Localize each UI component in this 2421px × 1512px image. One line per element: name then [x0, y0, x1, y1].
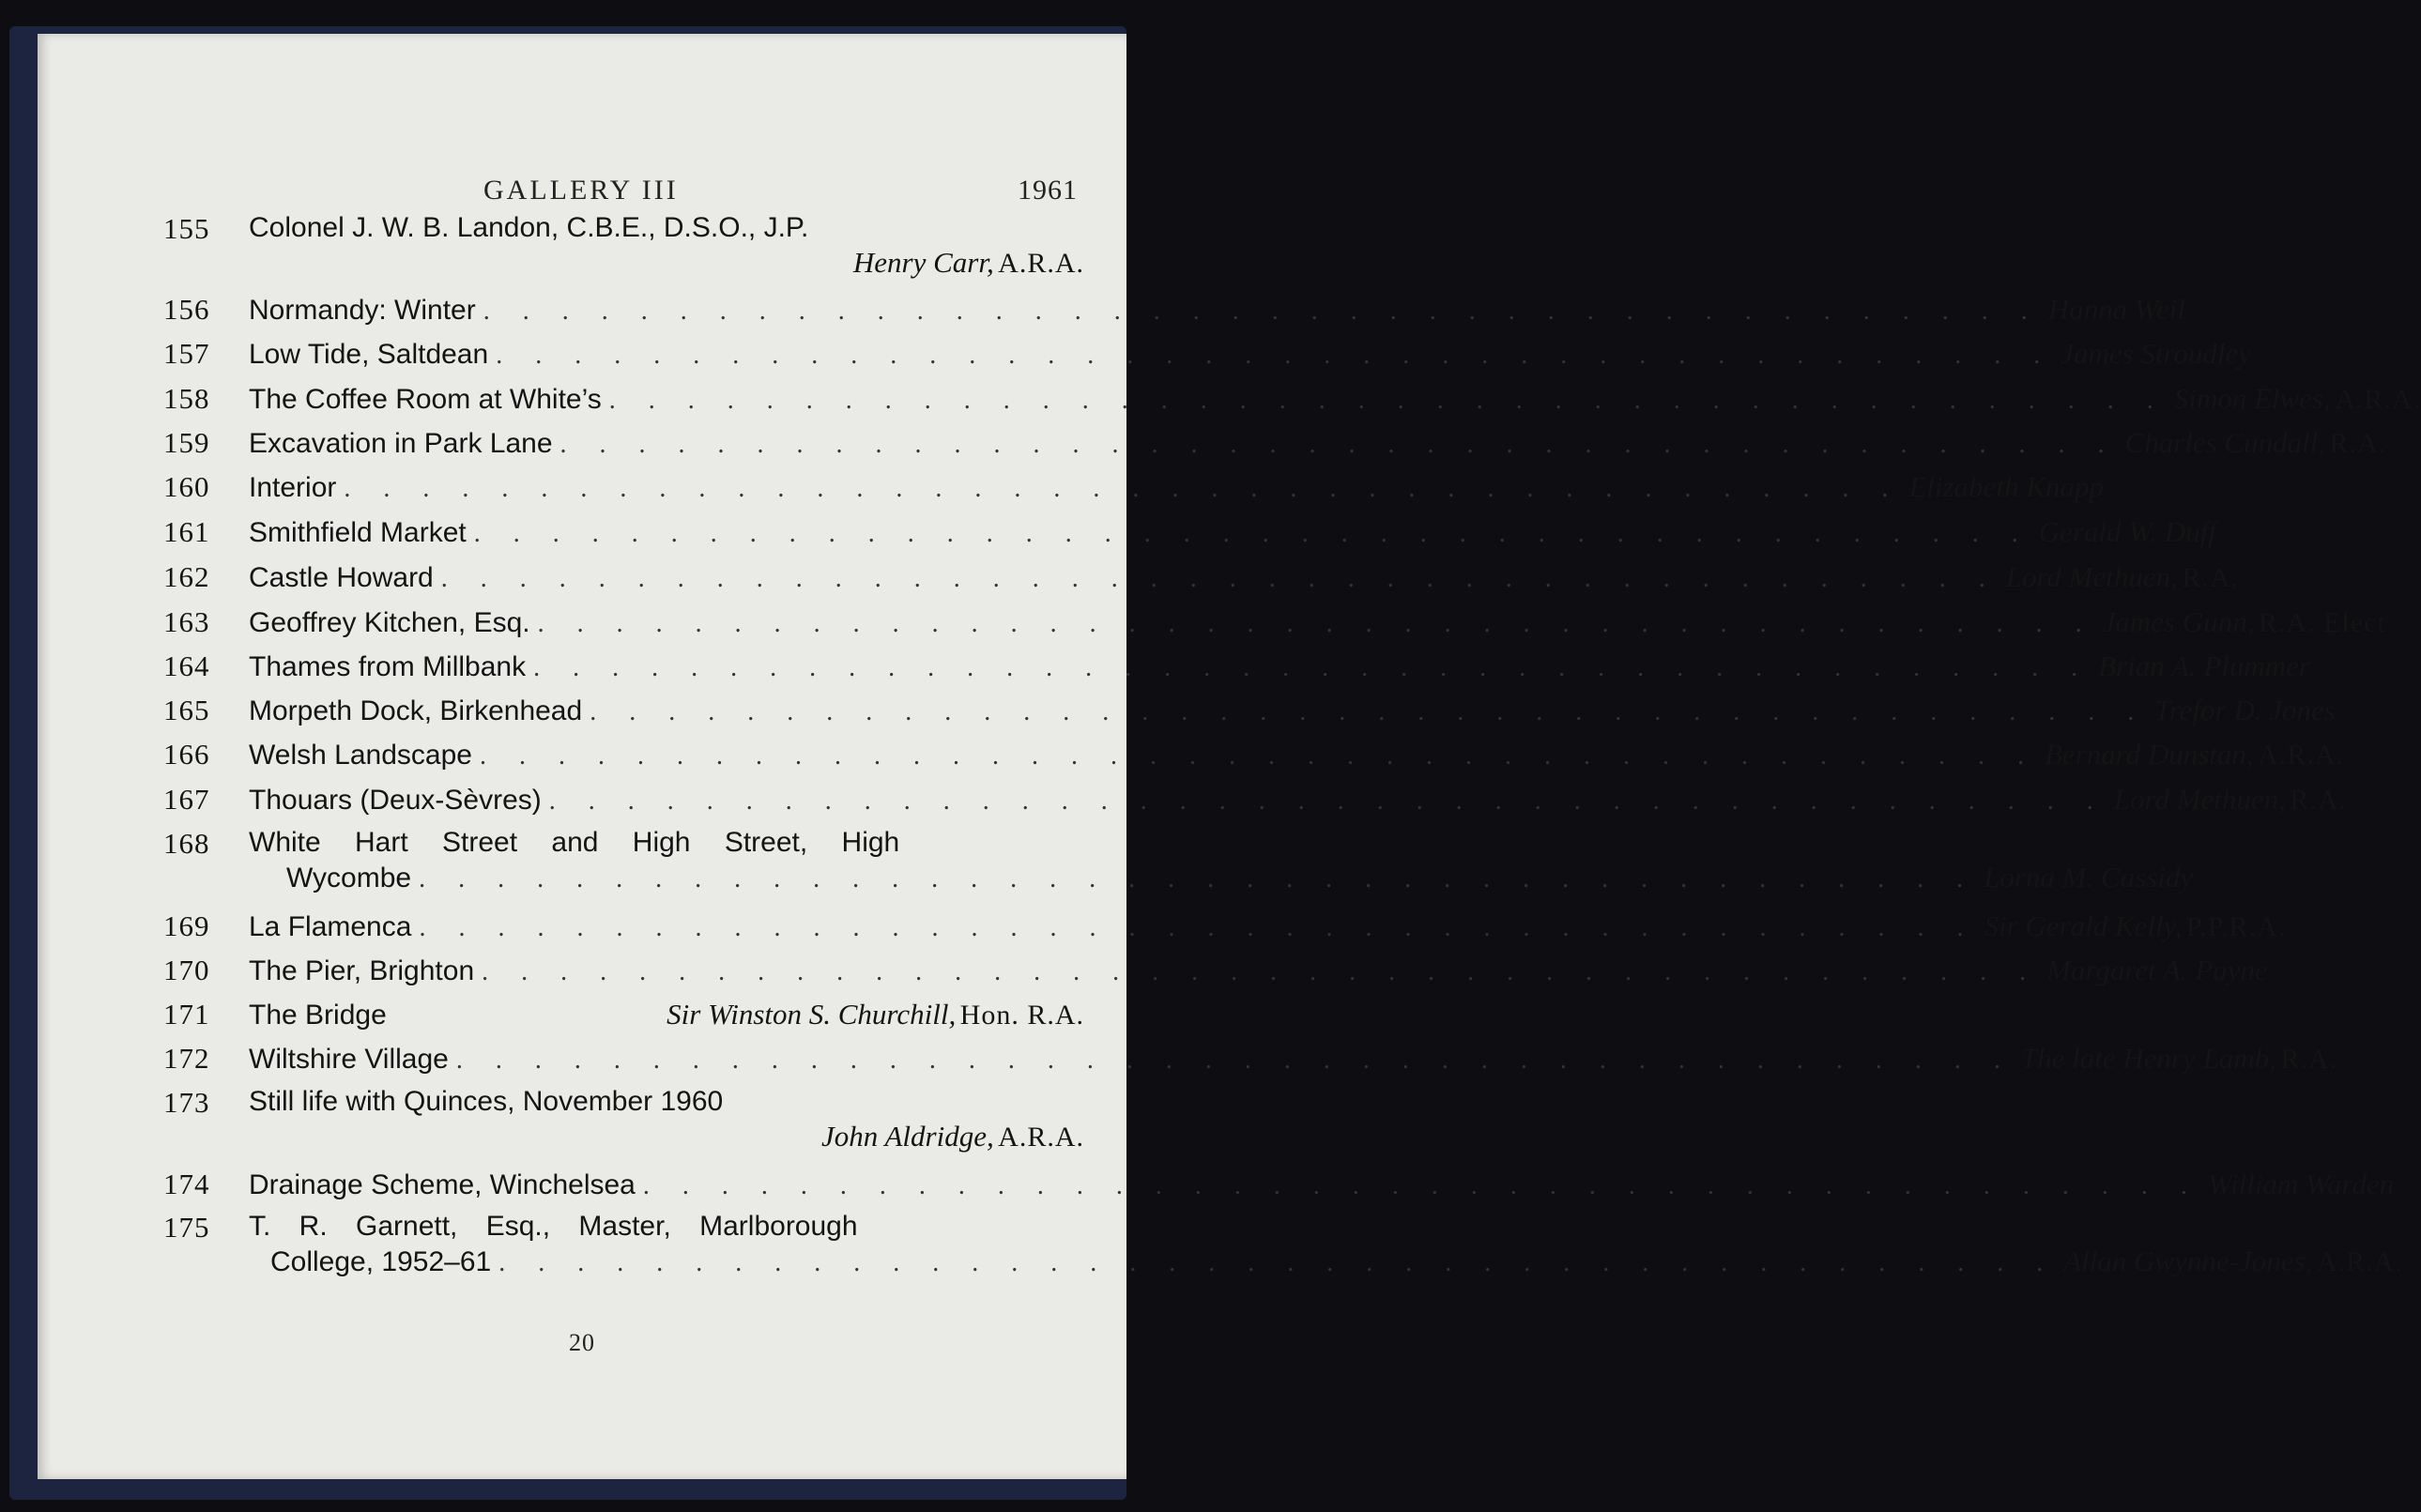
entry-honors: A.R.A.	[998, 248, 1084, 279]
entry-honors: A.R.A.	[2335, 384, 2421, 415]
leader-dots: . . . . . . . . . . . . . . . . . . . . . . . . . . . . . . . . . . . . . . . .	[479, 741, 2037, 771]
leader-dots: . . . . . . . . . . . . . . . . . . . . . . . . . . . . . . . . . . . . . . . .	[419, 913, 1977, 942]
entry-number: 175	[163, 1211, 210, 1244]
entry-number: 161	[163, 515, 210, 548]
entry-line	[249, 337, 2252, 374]
entry-artist: Sir Winston S. Churchill,	[667, 998, 957, 1031]
entry-artist: Allan Gwynne-Jones,	[2063, 1245, 2313, 1277]
entry-title: White Hart Street and High Street, High	[249, 827, 900, 858]
entry-honors: A.R.A.	[2258, 740, 2344, 771]
entry-title: Smithfield Market	[249, 517, 467, 548]
entry-title: Morpeth Dock, Birkenhead	[249, 695, 583, 726]
entry-artist: Henry Carr,	[852, 246, 994, 279]
entry-number: 171	[163, 998, 210, 1031]
entry-artist: Lorna M. Cassidy	[1984, 861, 2194, 893]
entry-title: Normandy: Winter	[249, 295, 476, 326]
leader-dots: . . . . . . . . . . . . . . . . . . . . . . . . . . . . . . . . . . . . . . . .	[473, 519, 2031, 548]
entry-line	[249, 998, 1084, 1035]
entry-artist: The late Henry Lamb,	[2020, 1042, 2276, 1075]
leader-dots: . . . . . . . . . . . . . . . . . . . . . . . . . . . . . . . . . . . . . . . .	[483, 297, 2041, 326]
entry-honors: R.A.	[2290, 785, 2348, 816]
entry-number: 167	[163, 783, 210, 816]
entry-honors: Hon. R.A.	[959, 1000, 1084, 1031]
catalogue-year: 1961	[1018, 175, 1078, 206]
entry-line	[249, 560, 2239, 598]
entry-number: 170	[163, 954, 210, 986]
entry-number: 155	[163, 212, 210, 245]
entry-number: 163	[163, 605, 210, 638]
leader-dots: . . . . . . . . . . . . . . . . . . . . . . . . . . . . . . . . . . . . . . . .	[590, 697, 2148, 726]
entry-title: The Coffee Room at White’s	[249, 384, 602, 415]
entry-line	[249, 515, 2216, 553]
entry-line	[249, 1168, 2395, 1205]
entry-line	[249, 649, 2310, 687]
entry-artist-line	[249, 246, 1084, 283]
entry-title: The Pier, Brighton	[249, 955, 475, 986]
catalogue-page	[38, 34, 2421, 1479]
entry-line	[249, 738, 2344, 775]
entry-number: 164	[163, 649, 210, 682]
entry-line	[249, 426, 2387, 464]
entry-title-line	[249, 1086, 1084, 1123]
entry-title: T. R. Garnett, Esq., Master, Marlborough	[249, 1211, 858, 1242]
entry-artist: James Gunn,	[2102, 605, 2255, 638]
leader-dots: . . . . . . . . . . . . . . . . . . . . . . . . . . . . . . . . . . . . . . . .	[548, 787, 2107, 816]
entry-honors: R.A. Elect	[2258, 607, 2386, 638]
entry-title-line	[249, 212, 1084, 250]
entry-artist: Gerald W. Duff	[2038, 515, 2216, 548]
entry-artist: James Stroudley	[2061, 337, 2252, 370]
entry-title: Castle Howard	[249, 562, 434, 593]
entry-title: Excavation in Park Lane	[249, 428, 553, 459]
entry-artist: William Warden	[2207, 1168, 2395, 1200]
entry-title: Still life with Quinces, November 1960	[249, 1086, 724, 1117]
entry-artist: Lord Methuen,	[2113, 783, 2286, 816]
entry-honors: R.A.	[2280, 1044, 2338, 1075]
leader-dots: . . . . . . . . . . . . . . . . . . . . . . . . . . . . . . . . . . . . . . . .	[440, 564, 1999, 593]
entry-artist: Bernard Dunstan,	[2044, 738, 2254, 771]
gallery-title: GALLERY III	[483, 175, 679, 206]
entry-number: 162	[163, 560, 210, 593]
entry-number: 166	[163, 738, 210, 771]
entry-artist: Hanna Weil	[2047, 293, 2185, 326]
entry-artist: Elizabeth Knapp	[1908, 470, 2104, 503]
entry-continuation-line	[286, 861, 2194, 898]
entry-number: 168	[163, 827, 210, 860]
entry-continuation-line	[270, 1245, 2403, 1282]
leader-dots: . . . . . . . . . . . . . . . . . . . . . . . . . . . . . . . . . . . . . . . .	[559, 430, 2118, 459]
entry-number: 158	[163, 382, 210, 415]
entry-title: Low Tide, Saltdean	[249, 339, 489, 370]
entry-title: Thouars (Deux-Sèvres)	[249, 785, 542, 816]
entry-line	[249, 470, 2104, 508]
entry-title: Colonel J. W. B. Landon, C.B.E., D.S.O., J.P.	[249, 212, 809, 243]
entry-title: La Flamenca	[249, 911, 412, 942]
entry-honors: A.R.A.	[2316, 1246, 2403, 1277]
entry-number: 159	[163, 426, 210, 459]
entry-number: 160	[163, 470, 210, 503]
entry-number: 172	[163, 1042, 210, 1075]
entry-artist-line	[249, 1120, 1084, 1157]
entry-number: 157	[163, 337, 210, 370]
entry-honors: R.A.	[2329, 428, 2387, 459]
entry-number: 156	[163, 293, 210, 326]
entry-artist: Simon Elwes,	[2173, 382, 2331, 415]
entry-artist: Sir Gerald Kelly,	[1984, 909, 2183, 942]
entry-title: Geoffrey Kitchen, Esq.	[249, 607, 530, 638]
running-head	[38, 175, 1126, 212]
entry-line	[249, 1042, 2338, 1079]
entry-honors: R.A.	[2182, 562, 2239, 593]
entry-honors: P.P.R.A.	[2185, 911, 2287, 942]
entry-line	[249, 694, 2336, 731]
leader-dots: . . . . . . . . . . . . . . . . . . . . . . . . . . . . . . . . . . . . . . . .	[498, 1248, 2057, 1277]
entry-number: 165	[163, 694, 210, 726]
leader-dots: . . . . . . . . . . . . . . . . . . . . . . . . . . . . . . . . . . . . . . . .	[608, 386, 2167, 415]
entry-artist: Charles Cundall,	[2124, 426, 2326, 459]
entry-number: 173	[163, 1086, 210, 1119]
entry-title: Welsh Landscape	[249, 740, 472, 771]
leader-dots: . . . . . . . . . . . . . . . . . . . . . . . . . . . . . . . . . . . . . . . .	[419, 864, 1977, 893]
entry-line	[249, 605, 2386, 643]
entry-artist: Brian A. Plummer	[2098, 649, 2310, 682]
entry-artist: Trefor D. Jones	[2154, 694, 2336, 726]
entry-title: Thames from Millbank	[249, 651, 527, 682]
entry-number: 174	[163, 1168, 210, 1200]
entry-artist: John Aldridge,	[821, 1120, 994, 1153]
entry-artist: Lord Methuen,	[2005, 560, 2178, 593]
entry-title: Drainage Scheme, Winchelsea	[249, 1169, 636, 1200]
entry-line	[249, 382, 2421, 420]
entry-honors: A.R.A.	[998, 1122, 1084, 1153]
leader-dots: . . . . . . . . . . . . . . . . . . . . . . . . . . . . . . . . . . . . . . . .	[496, 341, 2054, 370]
leader-dots: . . . . . . . . . . . . . . . . . . . . . . . . . . . . . . . . . . . . . . . .	[642, 1171, 2200, 1200]
entry-line	[249, 909, 2287, 947]
entry-line	[249, 954, 2268, 991]
leader-dots: . . . . . . . . . . . . . . . . . . . . . . . . . . . . . . . . . . . . . . . .	[455, 1046, 2014, 1075]
page-number: 20	[569, 1329, 595, 1356]
entry-artist: Margaret A. Payne	[2046, 954, 2268, 986]
leader-dots: . . . . . . . . . . . . . . . . . . . . . . . . . . . . . . . . . . . . . . . .	[482, 957, 2040, 986]
entry-title-line	[249, 827, 1023, 864]
leader-dots: . . . . . . . . . . . . . . . . . . . . . . . . . . . . . . . . . . . . . . . .	[533, 653, 2092, 682]
entry-title: Interior	[249, 472, 337, 503]
entry-title-line	[249, 1211, 948, 1248]
leader-dots: . . . . . . . . . . . . . . . . . . . . . . . . . . . . . . . . . . . . . . . .	[537, 609, 2095, 638]
entry-title-continued: Wycombe	[286, 863, 412, 893]
entry-number: 169	[163, 909, 210, 942]
entry-line	[249, 293, 2185, 330]
entry-title-continued: College, 1952–61	[270, 1246, 492, 1277]
leader-dots: . . . . . . . . . . . . . . . . . . . . . . . . . . . . . . . . . . . . . . . .	[344, 474, 1902, 503]
entry-line	[249, 783, 2348, 820]
entry-title: Wiltshire Village	[249, 1044, 449, 1075]
entry-title: The Bridge	[249, 1000, 387, 1031]
